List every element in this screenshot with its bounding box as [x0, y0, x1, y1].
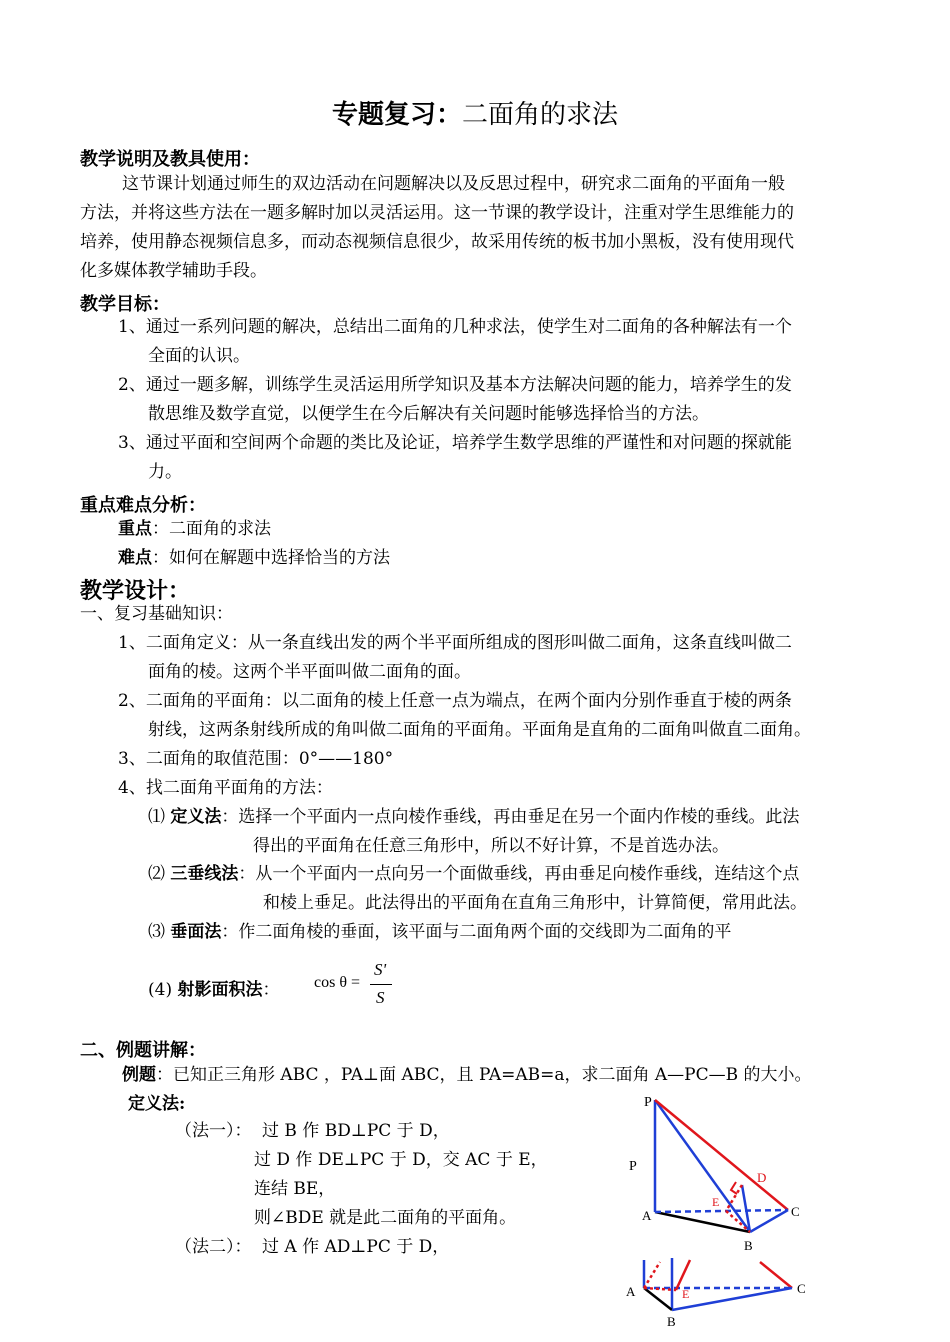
label-C: C [791, 1204, 800, 1219]
formula-denominator: S [376, 988, 385, 1007]
method-one-line: 过 B 作 BD⊥PC 于 D， [262, 1121, 450, 1141]
figure-pyramid-2 [610, 1255, 830, 1342]
goal-line: 全面的认识。 [148, 346, 250, 366]
segment-red-2 [676, 1260, 690, 1290]
title-rest: 二面角的求法 [462, 100, 619, 130]
paragraph-line: 方法，并将这些方法在一题多解时加以灵活运用。这一节课的教学设计，注重对学生思维能力的 [80, 203, 794, 223]
formula-numerator: S' [374, 960, 387, 979]
review-item: 面角的棱。这两个半平面叫做二面角的面。 [148, 662, 471, 682]
label-E: E [712, 1195, 720, 1209]
review-item: 射线，这两条射线所成的角叫做二面角的平面角。平面角是直角的二面角叫做直二面角。 [148, 720, 811, 740]
label-C-2: C [797, 1281, 806, 1296]
method-projection-area: (4) 射影面积法： [148, 980, 280, 1000]
goal-line: 1、通过一系列问题的解决，总结出二面角的几种求法，使学生对二面角的各种解法有一个 [118, 317, 792, 337]
fraction-bar [370, 984, 392, 985]
review-item: 4、找二面角平面角的方法： [118, 778, 333, 798]
method-definition-cont: 得出的平面角在任意三角形中，所以不好计算，不是首选办法。 [253, 836, 729, 856]
edge-BC-2 [672, 1288, 792, 1310]
review-item: 3、二面角的取值范围：0°——180° [118, 749, 394, 769]
edge-AB [655, 1212, 750, 1232]
section-heading-instructions: 教学说明及教具使用： [80, 149, 260, 170]
paragraph-line: 这节课计划通过师生的双边活动在问题解决以及反思过程中，研究求二面角的平面角一般 [122, 174, 785, 194]
key-point: 重点：二面角的求法 [118, 519, 271, 539]
example-statement: 例题：已知正三角形 ABC ，PA⊥面 ABC，且 PA=AB=a，求二面角 A—PC—B 的大小。 [122, 1065, 812, 1085]
figure-pyramid-1 [600, 1088, 830, 1258]
title-bold: 专题复习： [331, 100, 462, 130]
section-heading-key-points: 重点难点分析： [80, 495, 206, 516]
label-A-2: A [626, 1284, 636, 1299]
method-one-line: 连结 BE， [254, 1179, 336, 1199]
label-E-2: E [682, 1287, 690, 1301]
method-two-line: 过 A 作 AD⊥PC 于 D， [262, 1237, 450, 1257]
label-A: A [642, 1208, 652, 1223]
edge-AB-2 [644, 1288, 672, 1310]
section-heading-design: 教学设计： [80, 579, 191, 604]
paragraph-line: 培养，使用静态视频信息多，而动态视频信息很少，故采用传统的板书加小黑板，没有使用现代 [80, 232, 794, 252]
label-B-2: B [667, 1314, 676, 1329]
method-perpendicular-plane: ⑶ 垂面法：作二面角棱的垂面，该平面与二面角两个面的交线即为二面角的平 [148, 922, 732, 942]
goal-line: 散思维及数学直觉，以便学生在今后解决有关问题时能够选择恰当的方法。 [148, 404, 709, 424]
goal-line: 2、通过一题多解，训练学生灵活运用所学知识及基本方法解决问题的能力，培养学生的发 [118, 375, 792, 395]
segment-dashed-2 [644, 1262, 660, 1288]
goal-line: 3、通过平面和空间两个命题的类比及论证，培养学生数学思维的严谨性和对问题的探就能 [118, 433, 792, 453]
label-B: B [744, 1238, 753, 1253]
formula-lhs: cos θ = [314, 974, 361, 991]
label-P-side: P [629, 1159, 637, 1174]
label-D: D [757, 1170, 767, 1185]
review-item: 1、二面角定义：从一条直线出发的两个半平面所组成的图形叫做二面角，这条直线叫做二 [118, 633, 792, 653]
definition-method-label: 定义法: [128, 1094, 186, 1114]
method-three-perpendicular-cont: 和棱上垂足。此法得出的平面角在直角三角形中，计算简便，常用此法。 [263, 893, 807, 913]
method-definition: ⑴ 定义法：选择一个平面内一点向棱作垂线，再由垂足在另一个面内作棱的垂线。此法 [148, 807, 800, 827]
method-two-label: （法二）： [175, 1237, 252, 1257]
label-P-top: P [644, 1095, 652, 1110]
segment-DE [726, 1185, 742, 1211]
part-heading: 一、复习基础知识： [80, 604, 233, 624]
section-heading-goals: 教学目标： [80, 294, 170, 315]
part-heading-examples: 二、例题讲解： [80, 1040, 206, 1061]
edge-PC-2 [760, 1262, 792, 1288]
method-one-line: 过 D 作 DE⊥PC 于 D，交 AC 于 E， [254, 1150, 548, 1170]
method-one-line: 则∠BDE 就是此二面角的平面角。 [254, 1208, 517, 1228]
page-title [0, 94, 950, 131]
method-one-label: （法一）： [175, 1121, 252, 1141]
goal-line: 力。 [148, 462, 182, 482]
edge-AC [655, 1210, 788, 1212]
review-item: 2、二面角的平面角：以二面角的棱上任意一点为端点，在两个面内分别作垂直于棱的两条 [118, 691, 792, 711]
paragraph-line: 化多媒体教学辅助手段。 [80, 261, 267, 281]
edge-BC [750, 1210, 788, 1232]
method-three-perpendicular: ⑵ 三垂线法：从一个平面内一点向另一个面做垂线，再由垂足向棱作垂线，连结这个点 [148, 864, 800, 884]
right-angle-mark [731, 1182, 737, 1194]
difficult-point: 难点：如何在解题中选择恰当的方法 [118, 548, 390, 568]
